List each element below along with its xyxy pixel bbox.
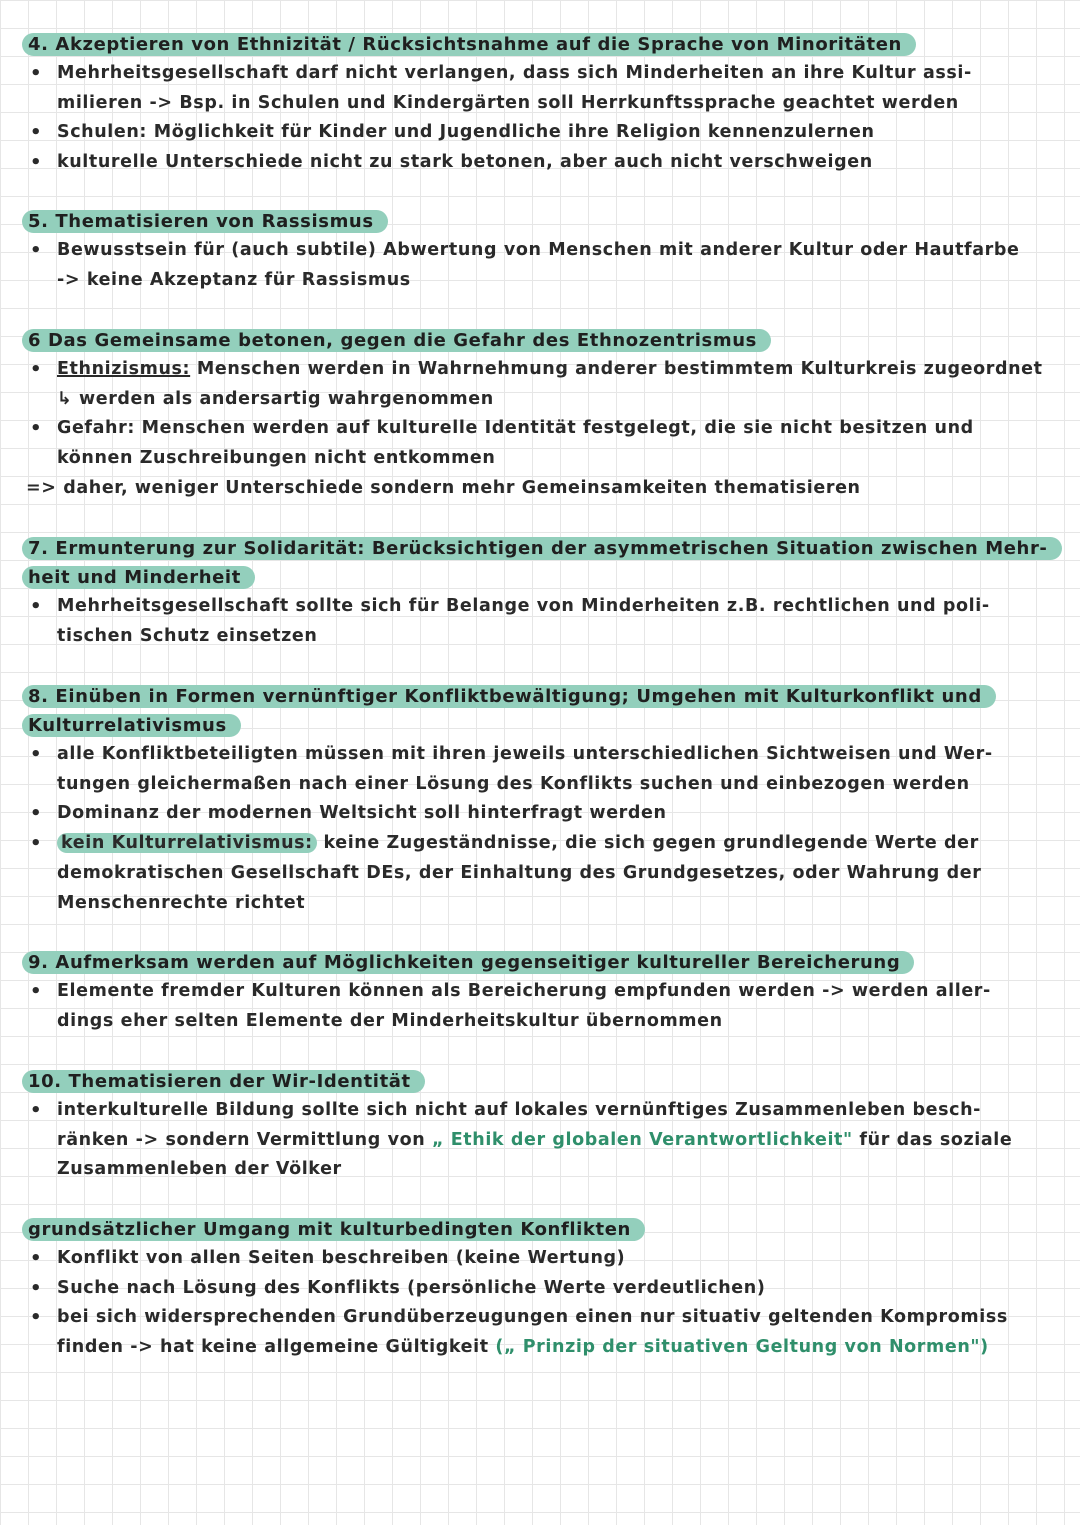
list-item: • Mehrheitsgesellschaft darf nicht verlangen, dass sich Minderheiten an ihre Kultur assi- milieren -> Bsp. in Schulen und Kindergärten soll Herrkunftssprache geachtet werden [30, 63, 972, 113]
section-8 [22, 682, 1062, 918]
section-5 [22, 207, 1062, 295]
section-4-heading: 4. Akzeptieren von Ethnizität / Rücksichtsnahme auf die Sprache von Minoritäten [22, 33, 916, 56]
list-item: • Dominanz der modernen Weltsicht soll hinterfragt werden [30, 803, 667, 825]
section-conflict-handling [22, 1215, 1062, 1363]
section-6 [22, 326, 1062, 504]
section-conflict-heading: grundsätzlicher Umgang mit kulturbedingten Konflikten [22, 1218, 645, 1241]
list-item: • Bewusstsein für (auch subtile) Abwertung von Menschen mit anderer Kultur oder Hautfarbe -> keine Akzeptanz für Rassismus [30, 240, 1020, 290]
section-6-heading: 6 Das Gemeinsame betonen, gegen die Gefahr des Ethnozentrismus [22, 329, 771, 352]
list-item: • Konflikt von allen Seiten beschreiben (keine Wertung) [30, 1248, 626, 1269]
conclusion-line: => daher, weniger Unterschiede sondern mehr Gemeinsamkeiten thematisieren [26, 477, 861, 498]
section-8-heading: 8. Einüben in Formen vernünftiger Konfliktbewältigung; Umgehen mit Kulturkonflikt und Kulturrelativismus [22, 685, 996, 737]
list-item: • Mehrheitsgesellschaft sollte sich für Belange von Minderheiten z.B. rechtlichen und poli- tischen Schutz einsetzen [30, 596, 990, 646]
list-item: • alle Konfliktbeteiligten müssen mit ihren jeweils unterschiedlichen Sichtweisen und Wer- tungen gleichermaßen nach einer Lösung des Konflikts suchen und einbezogen werden [30, 744, 993, 794]
term-ethnizismus: Ethnizismus: [57, 359, 191, 379]
list-item: • interkulturelle Bildung sollte sich nicht auf lokales vernünftiges Zusammenleben besch- ränken -> sondern Vermittlung von „ Ethik der globalen Verantwortlichkeit" für das soziale Zusammenleben der Völker [30, 1100, 1013, 1180]
section-10 [22, 1067, 1062, 1185]
section-9 [22, 948, 1062, 1036]
section-7-heading: 7. Ermunterung zur Solidarität: Berücksichtigen der asymmetrischen Situation zwischen Mehr- heit und Minderheit [22, 537, 1062, 589]
quote-ethik: „ Ethik der globalen Verantwortlichkeit" [431, 1129, 853, 1150]
list-item: • kulturelle Unterschiede nicht zu stark betonen, aber auch nicht verschweigen [30, 152, 873, 174]
list-item: • Suche nach Lösung des Konflikts (persönliche Werte verdeutlichen) [30, 1277, 766, 1299]
quote-prinzip: („ Prinzip der situativen Geltung von Normen") [495, 1337, 989, 1358]
term-kulturrelativismus: kein Kulturrelativismus: [57, 833, 317, 853]
list-item: • Schulen: Möglichkeit für Kinder und Jugendliche ihre Religion kennenzulernen [30, 122, 875, 144]
list-item: • Ethnizismus: Menschen werden in Wahrnehmung anderer bestimmtem Kulturkreis zugeordnet ↳ werden als andersartig wahrgenommen [30, 359, 1043, 409]
list-item: • Gefahr: Menschen werden auf kulturelle Identität festgelegt, die sie nicht besitzen und können Zuschreibungen nicht entkommen [30, 418, 974, 469]
list-item: • bei sich widersprechenden Grundüberzeugungen einen nur situativ geltenden Kompromiss finden -> hat keine allgemeine Gültigkeit („ Prinzip der situativen Geltung von Normen") [30, 1307, 1008, 1358]
list-item: • kein Kulturrelativismus: keine Zugeständnisse, die sich gegen grundlegende Werte der demokratischen Gesellschaft DEs, der Einhaltung des Grundgesetzes, oder Wahrung der Menschenrechte richtet [30, 833, 982, 913]
section-9-heading: 9. Aufmerksam werden auf Möglichkeiten gegenseitiger kultureller Bereicherung [22, 951, 914, 974]
section-5-heading: 5. Thematisieren von Rassismus [22, 210, 388, 233]
list-item: • Elemente fremder Kulturen können als Bereicherung empfunden werden -> werden aller- dings eher selten Elemente der Minderheitskultur übernommen [30, 981, 991, 1031]
section-7 [22, 534, 1062, 651]
section-10-heading: 10. Thematisieren der Wir-Identität [22, 1070, 425, 1093]
section-4 [22, 30, 1062, 178]
